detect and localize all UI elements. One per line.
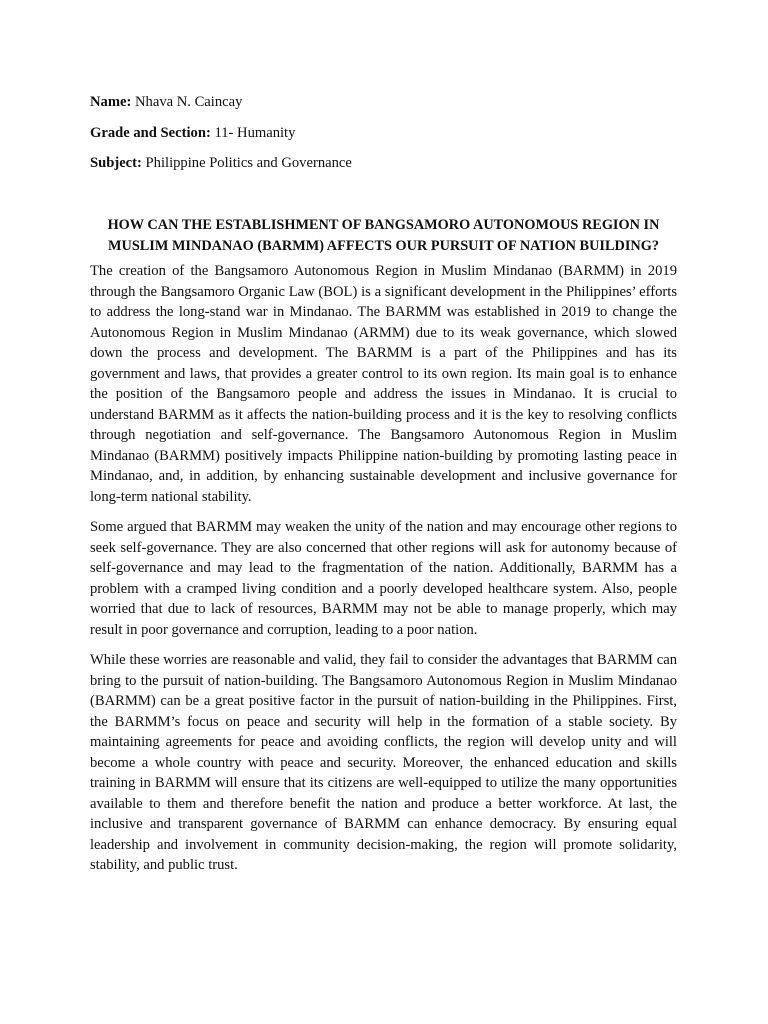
grade-section-line — [90, 123, 677, 143]
subject-value: Philippine Politics and Governance — [145, 155, 352, 171]
paragraph-rebuttal: While these worries are reasonable and valid, they fail to consider the advantages that BARMM can bring to the pursuit of nation-building. The Bangsamoro Autonomous Region in Muslim Mindanao (BARMM) can be a great positive factor in the pursuit of nation-building in the Philippines. First, the BARMM’s focus on peace and security will help in the formation of a stable society. By maintaining agreements for peace and avoiding conflicts, the region will develop unity and will become a whole country with peace and security. Moreover, the enhanced education and skills training in BARMM will ensure that its citizens are well-equipped to utilize the many opportunities available to them and therefore benefit the nation and produce a better workforce. At last, the inclusive and transparent governance of BARMM can enhance democracy. By ensuring equal leadership and involvement in community decision-making, the region will promote solidarity, stability, and public trust. — [90, 652, 677, 873]
document-page — [90, 92, 677, 886]
subject-label: Subject: — [90, 155, 142, 171]
grade-section-value: 11- Humanity — [214, 124, 296, 141]
name-line — [90, 92, 677, 112]
name-label: Name: — [90, 94, 132, 110]
paragraph-counterargument: Some argued that BARMM may weaken the unity of the nation and may encourage other regions to seek self-governance. They are also concerned that other regions will ask for autonomy because of self-governance and may lead to the fragmentation of the nation. Additionally, BARMM has a problem with a cramped living condition and a poorly developed healthcare system. Also, people worried that due to lack of resources, BARMM may not be able to manage properly, which may result in poor governance and corruption, leading to a poor nation. — [90, 519, 677, 638]
subject-line — [90, 153, 677, 173]
paragraph-intro: The creation of the Bangsamoro Autonomous Region in Muslim Mindanao (BARMM) in 2019 through the Bangsamoro Organic Law (BOL) is a significant development in the Philippines’ efforts to address the long-stand war in Mindanao. The BARMM was established in 2019 to change the Autonomous Region in Muslim Mindanao (ARMM) due to its weak governance, which slowed down the process and development. The BARMM is a part of the Philippines and has its government and laws, that provides a greater control to its own region. Its main goal is to enhance the position of the Bangsamoro people and address the issues in Mindanao. It is crucial to understand BARMM as it affects the nation-building process and it is the key to resolving conflicts through negotiation and self-governance. The Bangsamoro Autonomous Region in Muslim Mindanao (BARMM) positively impacts Philippine nation-building by promoting lasting peace in Mindanao, and, in addition, by enhancing sustainable development and inclusive governance for long-term national stability. — [90, 263, 677, 505]
essay-title: HOW CAN THE ESTABLISHMENT OF BANGSAMORO AUTONOMOUS REGION IN MUSLIM MINDANAO (BARMM) AFFECTS OUR PURSUIT OF NATION BUILDING? — [107, 217, 660, 254]
name-value: Nhava N. Caincay — [135, 94, 243, 110]
grade-section-label: Grade and Section: — [90, 124, 211, 141]
